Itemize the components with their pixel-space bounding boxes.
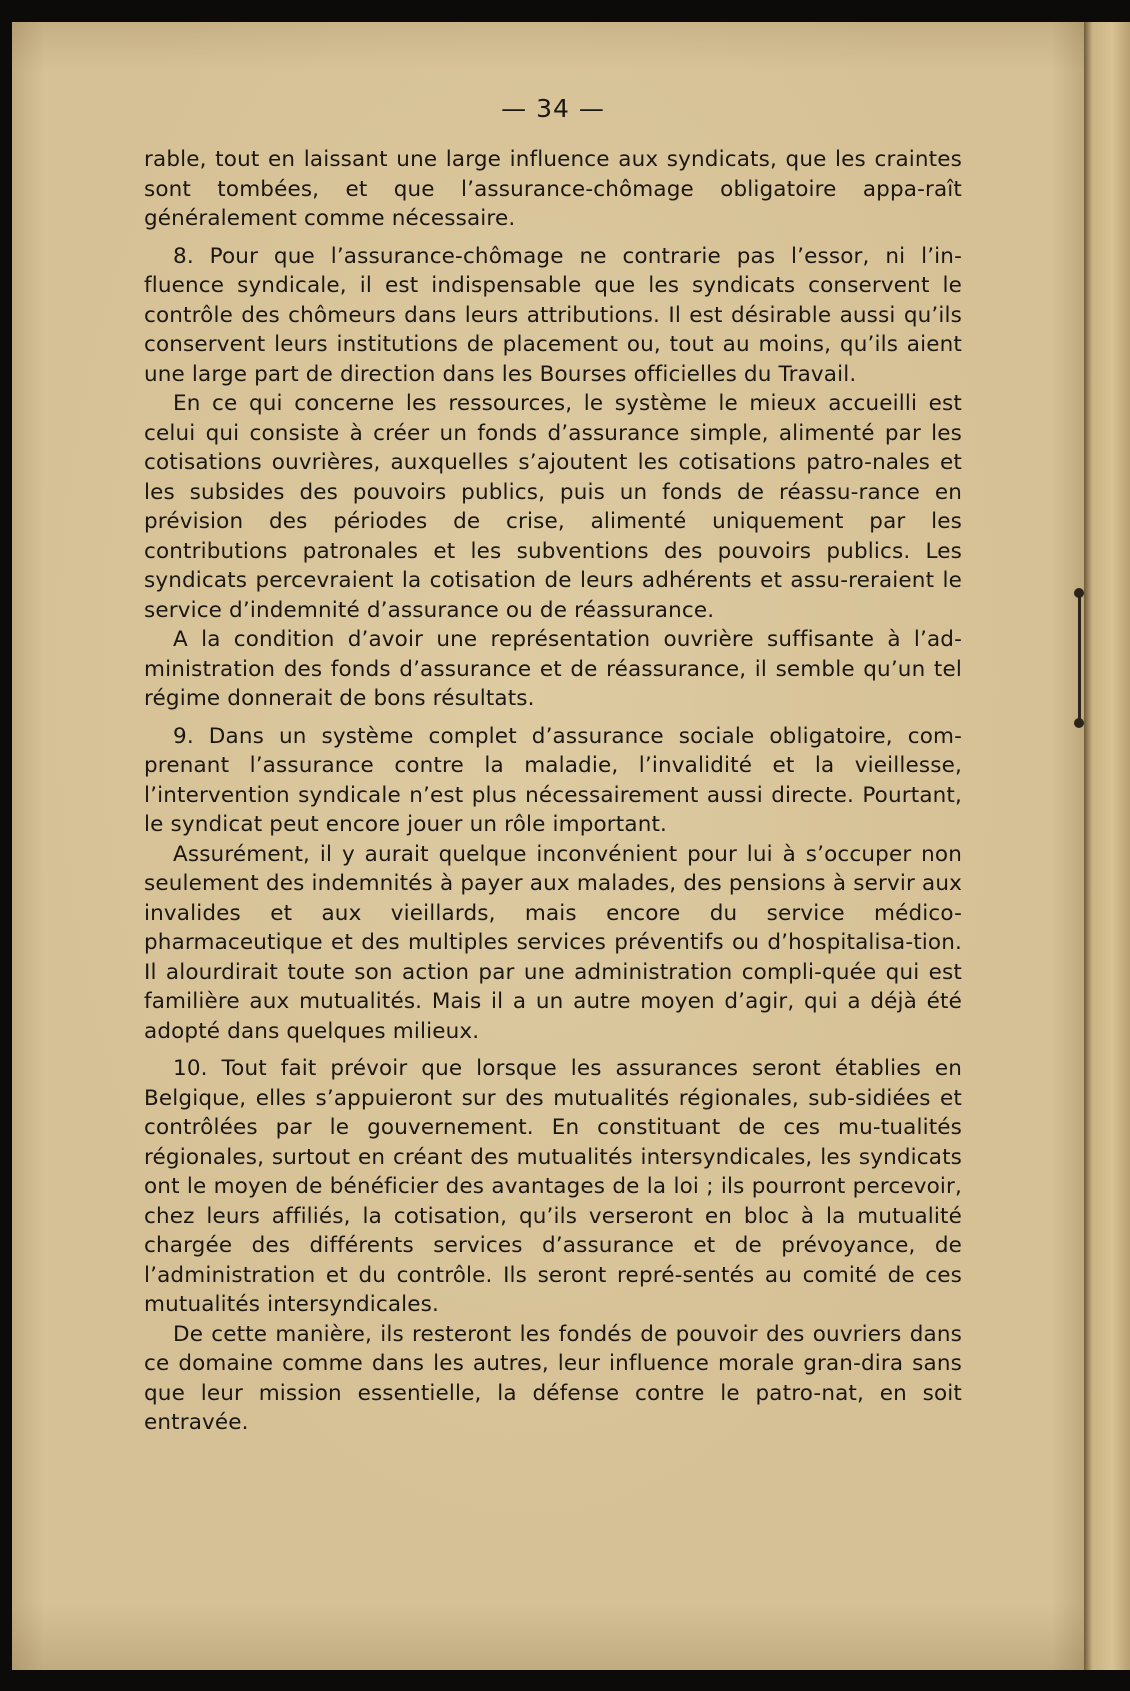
paragraph-conclusion: De cette manière, ils resteront les fondés de pouvoir des ouvriers dans ce domaine comme dans les autres, leur influence morale gran-dira sans que leur mission essentielle, la défense contre le patro-nat, en soit entravée. (144, 1321, 962, 1435)
paragraph-section-8: 8. Pour que l’assurance-chômage ne contrarie pas l’essor, ni l’in-fluence syndicale, il est indispensable que les syndicats conservent le contrôle des chômeurs dans leurs attributions. Il est désirable aussi qu’ils conservent leurs institutions de placement ou, tout au moins, qu’ils aient une large part de direction dans les Bourses officielles du Travail. (144, 243, 962, 387)
paragraph-assurement: Assurément, il y aurait quelque inconvénient pour lui à s’occuper non seulement des indemnités à payer aux malades, des pensions à servir aux invalides et aux vieillards, mais encore du service médico-pharmaceutique et des multiples services préventifs ou d’hospitalisa-tion. Il alourdirait toute son action par une administration compli-quée qui est familière aux mutualités. Mais il a un autre moyen d’agir, qui a déjà été adopté dans quelques milieux. (144, 841, 962, 1044)
page-number: — 34 — (501, 94, 605, 123)
paragraph-continuation: rable, tout en laissant une large influence aux syndicats, que les craintes sont tombées, et que l’assurance-chômage obligatoire appa-raît généralement comme nécessaire. (144, 147, 962, 231)
facing-page-edge (1084, 22, 1130, 1670)
binding-thread (1078, 595, 1081, 723)
paragraph-section-9: 9. Dans un système complet d’assurance sociale obligatoire, com-prenant l’assurance contre la maladie, l’invalidité et la vieillesse, l’intervention syndicale n’est plus nécessairement aussi directe. Pourtant, le syndicat peut encore jouer un rôle important. (144, 723, 962, 837)
paragraph-section-10: 10. Tout fait prévoir que lorsque les assurances seront établies en Belgique, elles s’appuieront sur des mutualités régionales, sub-sidiées et contrôlées par le gouvernement. En constituant de ces mu-tualités régionales, surtout en créant des mutualités intersyndicales, les syndicats ont le moyen de bénéficier des avantages de la loi ; ils pourront percevoir, chez leurs affiliés, la cotisation, qu’ils verseront en bloc à la mutualité chargée des différents services d’assurance et de prévoyance, de l’administration et du contrôle. Ils seront repré-sentés au comité de ces mutualités intersyndicales. (144, 1056, 962, 1317)
binding-staple-bottom (1074, 718, 1084, 728)
page-text (144, 94, 962, 1438)
binding-staple-top (1074, 588, 1084, 598)
paragraph-resources: En ce qui concerne les ressources, le système le mieux accueilli est celui qui consiste à créer un fonds d’assurance simple, alimenté par les cotisations ouvrières, auxquelles s’ajoutent les cotisations patro-nales et les subsides des pouvoirs publics, puis un fonds de réassu-rance en prévision des périodes de crise, alimenté uniquement par les contributions patronales et les subventions des pouvoirs publics. Les syndicats percevraient la cotisation de leurs adhérents et assu-reraient le service d’indemnité d’assurance ou de réassurance. (144, 391, 962, 623)
paragraph-condition: A la condition d’avoir une représentation ouvrière suffisante à l’ad-ministration des fonds d’assurance et de réassurance, il semble qu’un tel régime donnerait de bons résultats. (144, 627, 962, 711)
